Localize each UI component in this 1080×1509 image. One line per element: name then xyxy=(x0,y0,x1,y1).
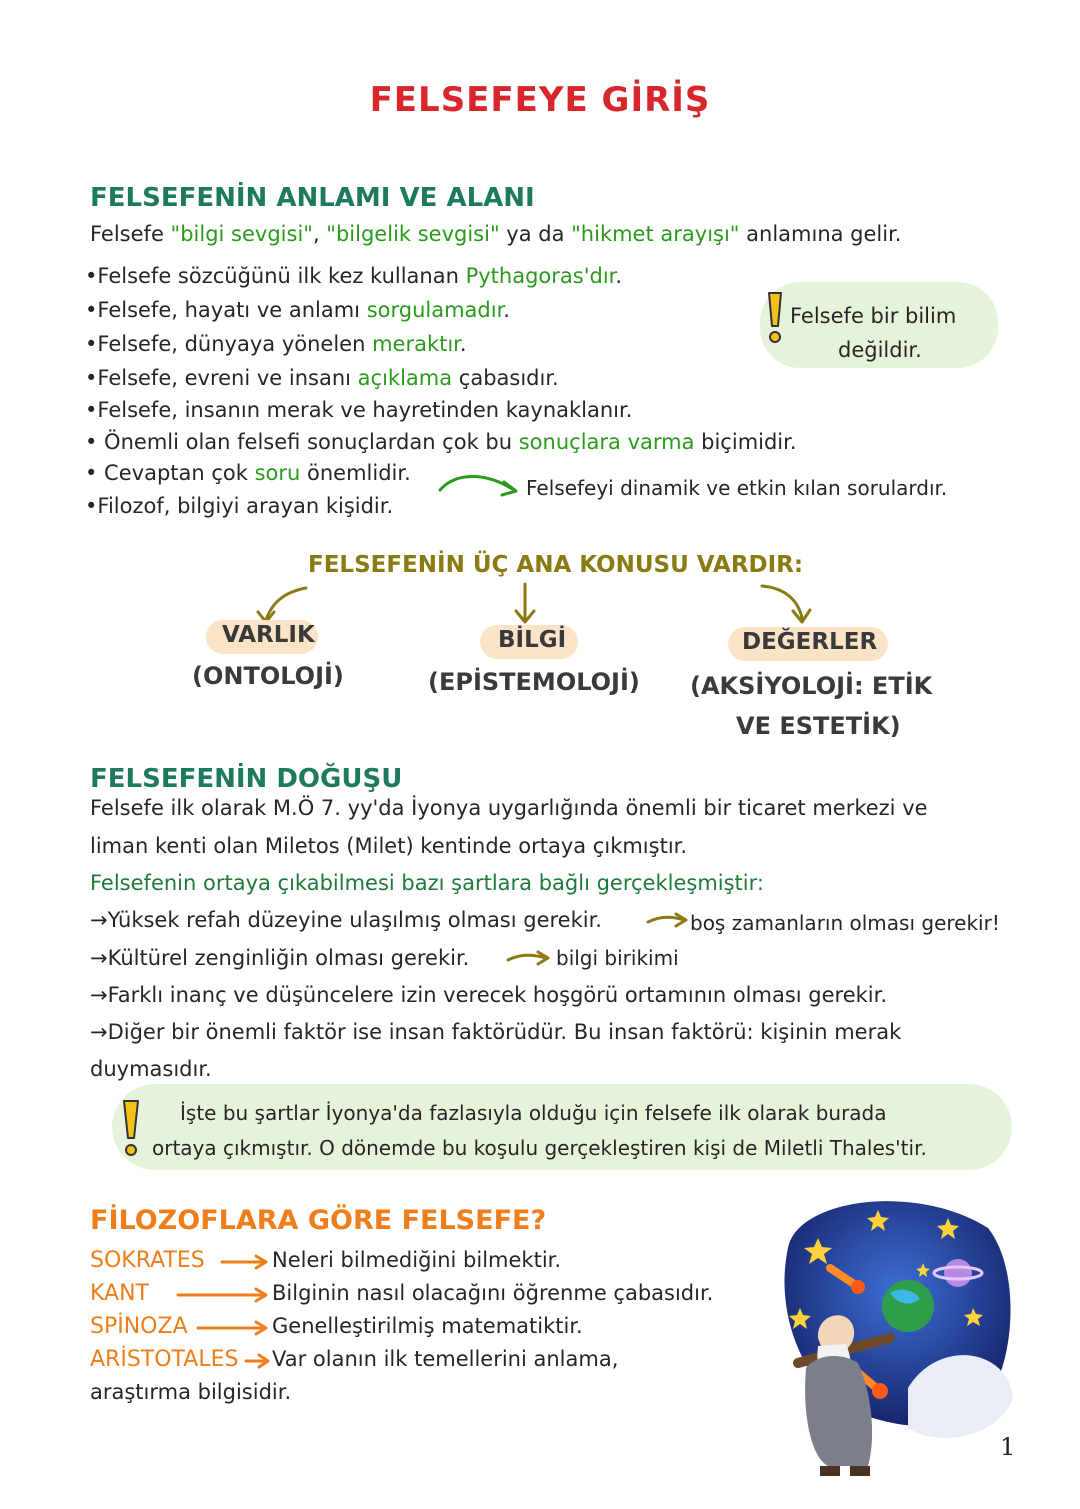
philosopher-name: SPİNOZA xyxy=(90,1314,188,1339)
side-note-line2: değildir. xyxy=(838,338,922,362)
bullet-text: •Filozof, bilgiyi arayan kişidir. xyxy=(85,494,394,518)
bullet-text-end: . xyxy=(459,332,467,356)
condition-item: →Diğer bir önemli faktör ise insan faktörüdür. Bu insan faktörü: kişinin merak xyxy=(90,1020,902,1044)
section-heading-meaning: FELSEFENİN ANLAMI VE ALANI xyxy=(90,183,535,213)
bullet-item xyxy=(85,461,411,485)
bullet-text: •Felsefe, insanın merak ve hayretinden kaynaklanır. xyxy=(85,398,633,422)
page-title: FELSEFEYE GİRİŞ xyxy=(369,80,711,120)
bullet-highlight: açıklama xyxy=(357,366,453,390)
bullet-text-end: çabasıdır. xyxy=(452,366,559,390)
exclamation-icon xyxy=(118,1098,144,1160)
bullet-text: • Önemli olan felsefi sonuçlardan çok bu xyxy=(85,430,519,454)
arrow-right-icon xyxy=(646,910,690,930)
bullet-text-end: . xyxy=(615,264,623,288)
bullet-item xyxy=(85,430,797,454)
intro-post: anlamına gelir. xyxy=(739,222,902,246)
philosopher-telescope-illustration xyxy=(758,1188,1018,1480)
side-note-line1: Felsefe bir bilim xyxy=(790,304,957,328)
branch-varlik: VARLIK xyxy=(222,622,315,648)
bullet-text-end: . xyxy=(503,298,510,322)
intro-highlight-2: "bilgelik sevgisi" xyxy=(326,222,500,246)
condition-note: boş zamanların olması gerekir! xyxy=(690,911,1000,935)
bullet-highlight: sorgulamadır xyxy=(366,298,504,322)
conditions-tail: duymasıdır. xyxy=(90,1057,212,1081)
curved-arrow-icon xyxy=(436,468,526,504)
arrow-right-icon xyxy=(196,1319,270,1337)
bullet-text-end: biçimidir. xyxy=(694,430,797,454)
branch-varlik-sub: (ONTOLOJİ) xyxy=(192,662,344,690)
bullet-highlight: meraktır xyxy=(372,332,460,356)
intro-pre: Felsefe xyxy=(90,222,171,246)
philosopher-definition: Bilginin nasıl olacağını öğrenme çabasıdır. xyxy=(272,1281,714,1305)
callout-line2: ortaya çıkmıştır. O dönemde bu koşulu gerçekleştiren kişi de Miletli Thales'tir. xyxy=(152,1136,927,1160)
condition-item: →Yüksek refah düzeyine ulaşılmış olması gerekir. xyxy=(90,908,602,932)
branch-arrows-icon xyxy=(250,580,830,630)
philosopher-name: ARİSTOTALES xyxy=(90,1347,239,1372)
philosopher-name: KANT xyxy=(90,1281,149,1306)
philosopher-name: SOKRATES xyxy=(90,1248,205,1273)
origin-para-line1: Felsefe ilk olarak M.Ö 7. yy'da İyonya uygarlığında önemli bir ticaret merkezi ve xyxy=(90,796,928,820)
bullet-text: •Felsefe, evreni ve insanı xyxy=(85,366,358,390)
philosopher-definition: Genelleştirilmiş matematiktir. xyxy=(272,1314,583,1338)
intro-highlight-3: "hikmet arayışı" xyxy=(571,222,740,246)
origin-para-line2: liman kenti olan Miletos (Milet) kentinde ortaya çıkmıştır. xyxy=(90,834,688,858)
bullet-item xyxy=(85,398,632,422)
bullet-item xyxy=(85,494,393,518)
three-topics-heading: FELSEFENİN ÜÇ ANA KONUSU VARDIR: xyxy=(308,552,804,578)
arrow-right-icon xyxy=(244,1352,272,1370)
branch-degerler: DEĞERLER xyxy=(742,629,878,655)
philosopher-definition: Neleri bilmediğini bilmektir. xyxy=(272,1248,562,1272)
bullet-text-end: önemlidir. xyxy=(300,461,411,485)
philosopher-definition: Var olanın ilk temellerini anlama, xyxy=(272,1347,619,1371)
section-heading-origin: FELSEFENİN DOĞUŞU xyxy=(90,764,403,794)
bullet-item xyxy=(85,366,559,390)
intro-mid: ya da xyxy=(499,222,572,246)
bullet-item xyxy=(85,264,622,288)
condition-note: bilgi birikimi xyxy=(556,946,679,970)
bullet-item xyxy=(85,332,467,356)
bullet-highlight: sonuçlara varma xyxy=(518,430,695,454)
exclamation-icon xyxy=(762,290,788,346)
intro-highlight-1: "bilgi sevgisi" xyxy=(170,222,313,246)
section-heading-philosophers: FİLOZOFLARA GÖRE FELSEFE? xyxy=(90,1205,547,1236)
bullet-highlight: Pythagoras'dır xyxy=(465,264,616,288)
callout-line1: İşte bu şartlar İyonya'da fazlasıyla olduğu için felsefe ilk olarak burada xyxy=(180,1101,887,1125)
bullet-text: •Felsefe, hayatı ve anlamı xyxy=(85,298,367,322)
page-number: 1 xyxy=(1000,1433,1016,1461)
arrow-note: Felsefeyi dinamik ve etkin kılan sorulardır. xyxy=(526,476,948,500)
philosophers-tail: araştırma bilgisidir. xyxy=(90,1380,292,1404)
bullet-text: • Cevaptan çok xyxy=(85,461,255,485)
branch-degerler-sub2: VE ESTETİK) xyxy=(736,712,901,740)
bullet-text: •Felsefe sözcüğünü ilk kez kullanan xyxy=(85,264,466,288)
branch-degerler-sub1: (AKSİYOLOJİ: ETİK xyxy=(690,672,933,700)
bullet-text: •Felsefe, dünyaya yönelen xyxy=(85,332,373,356)
bullet-item xyxy=(85,298,510,322)
arrow-right-icon xyxy=(220,1253,270,1271)
conditions-heading: Felsefenin ortaya çıkabilmesi bazı şartlara bağlı gerçekleşmiştir: xyxy=(90,871,764,895)
intro-sentence xyxy=(90,222,901,246)
condition-item: →Kültürel zenginliğin olması gerekir. xyxy=(90,946,470,970)
condition-item: →Farklı inanç ve düşüncelere izin verecek hoşgörü ortamının olması gerekir. xyxy=(90,983,888,1007)
branch-bilgi-sub: (EPİSTEMOLOJİ) xyxy=(428,668,640,696)
arrow-right-icon xyxy=(506,948,552,968)
arrow-right-icon xyxy=(176,1286,270,1304)
branch-bilgi: BİLGİ xyxy=(498,627,567,653)
bullet-highlight: soru xyxy=(254,461,301,485)
intro-sep: , xyxy=(312,222,327,246)
